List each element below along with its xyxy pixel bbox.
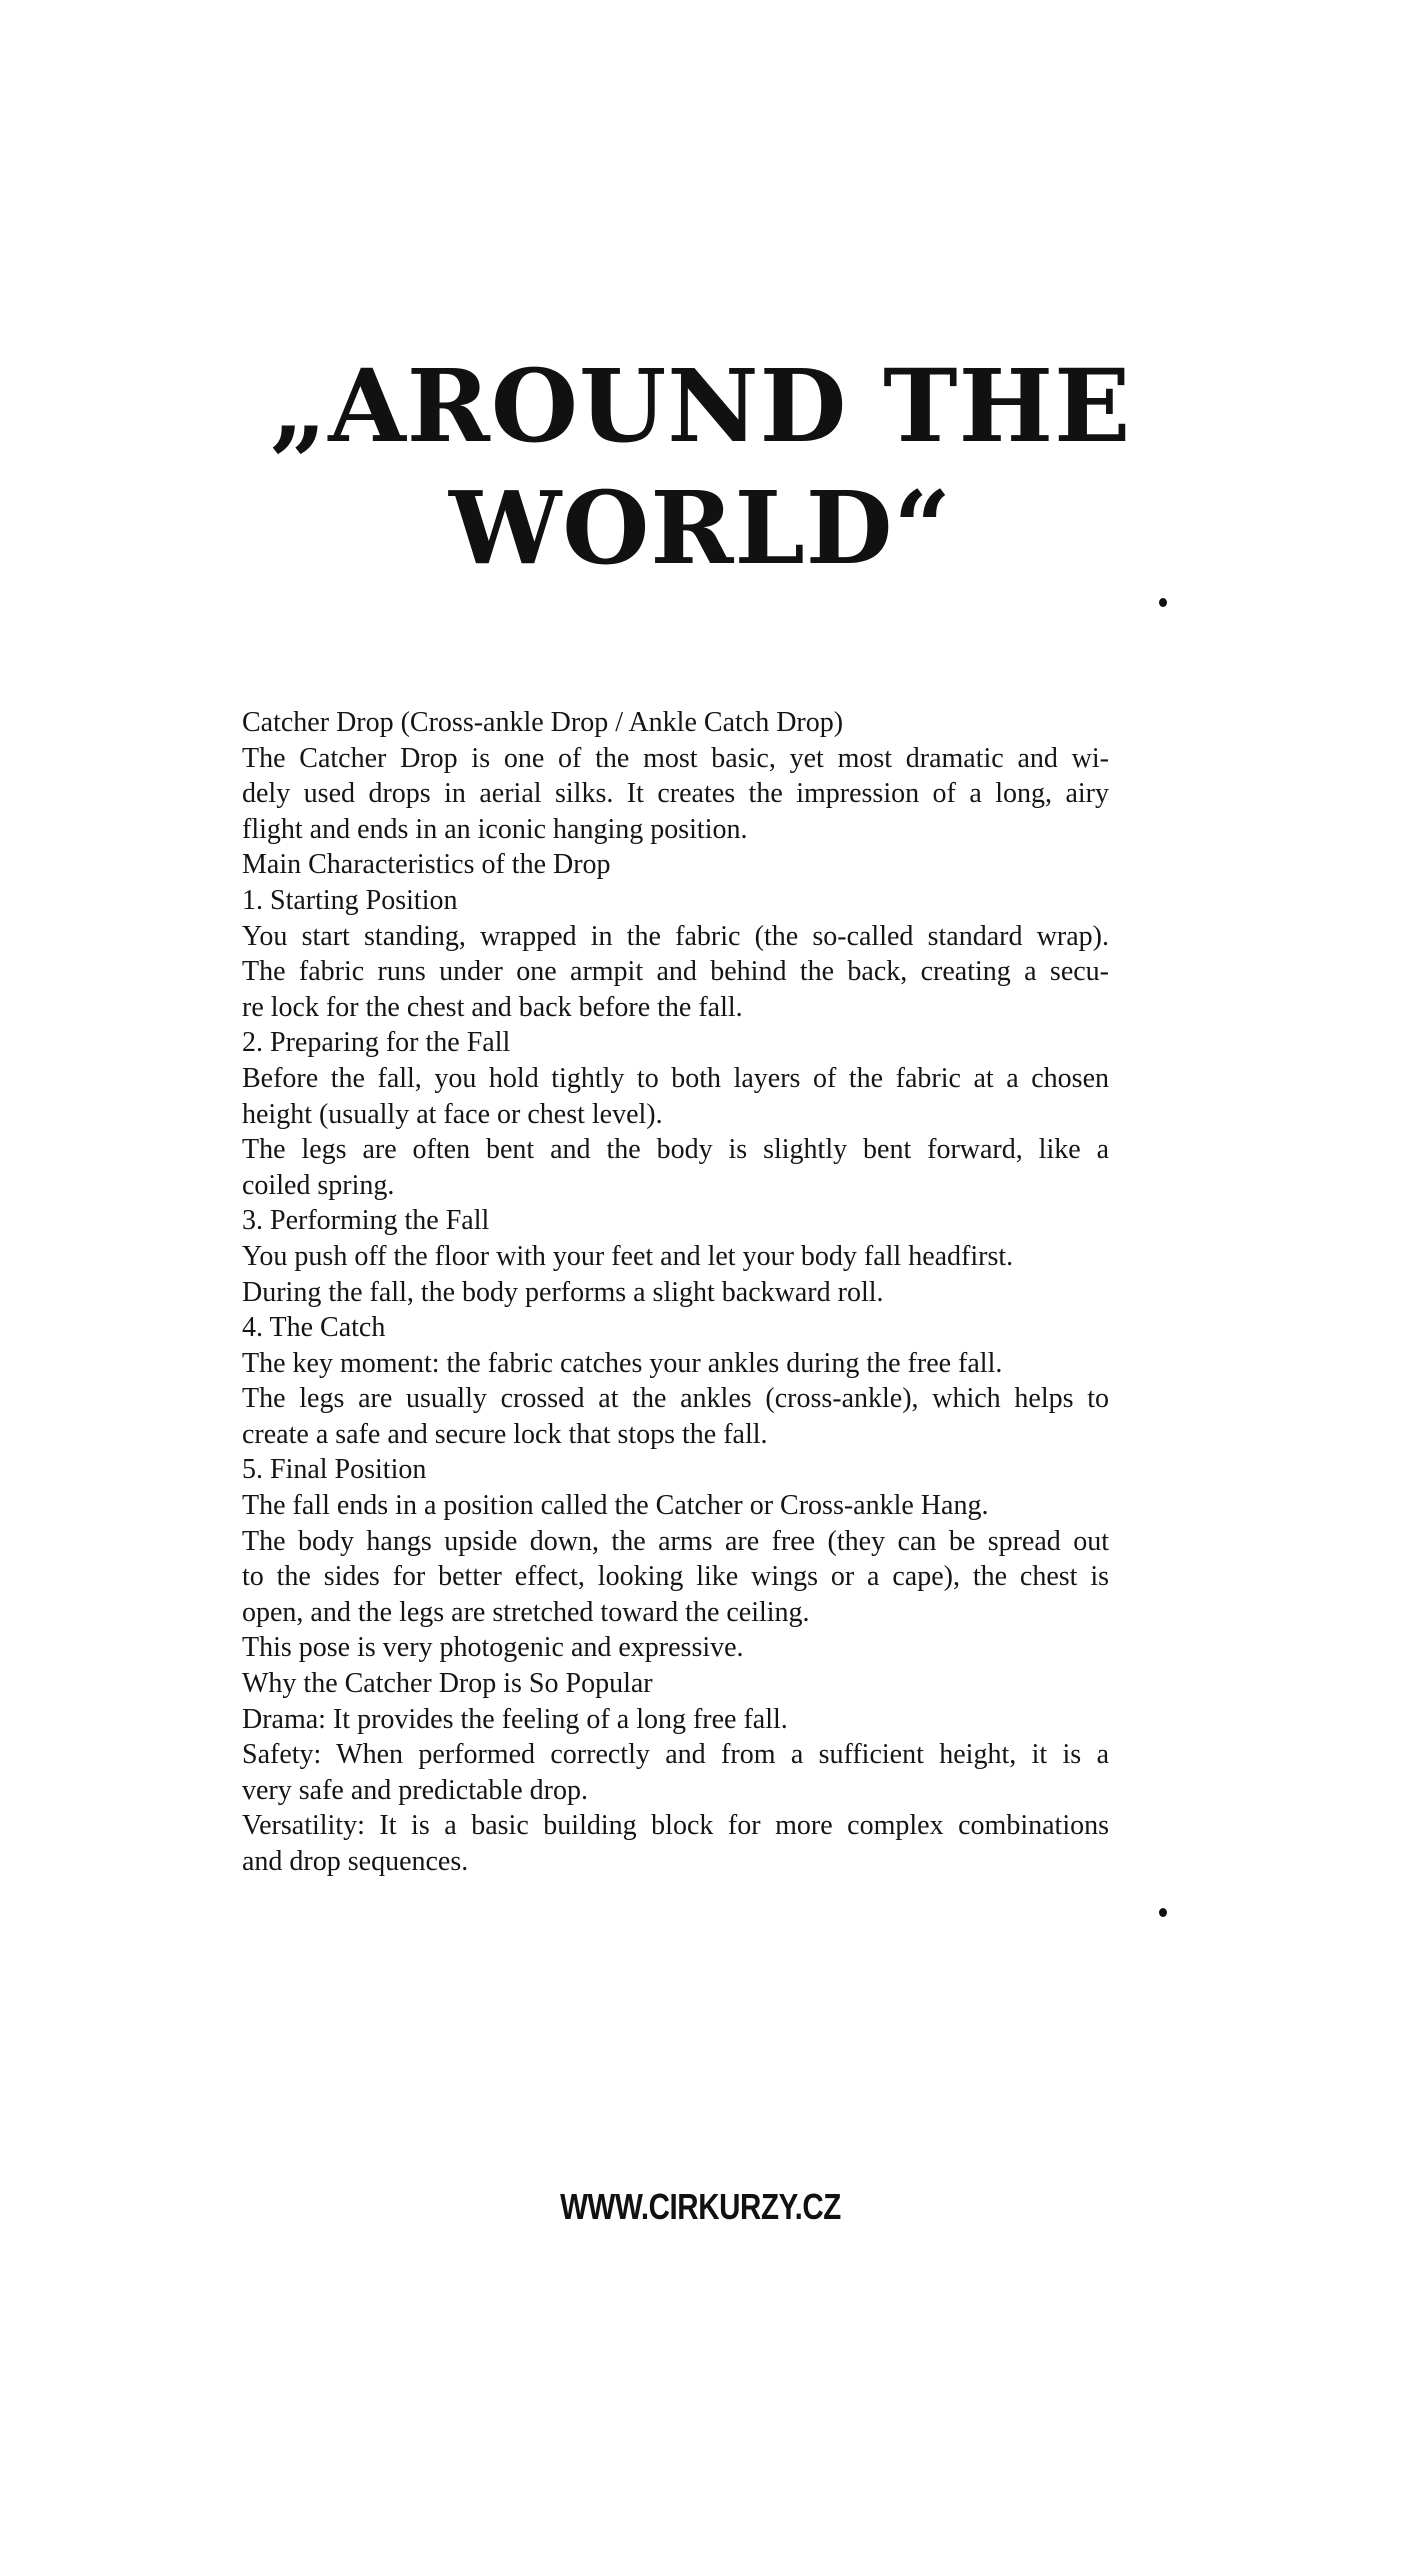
text-line: Drama: It provides the feeling of a long free fall. xyxy=(242,1703,788,1735)
page-title xyxy=(0,345,1401,589)
text-line: create a safe and secure lock that stops the fall. xyxy=(242,1418,768,1450)
text-line: You push off the floor with your feet and let your body fall headfirst. xyxy=(242,1240,1014,1272)
text-line: During the fall, the body performs a slight backward roll. xyxy=(242,1276,884,1308)
text-line: The legs are often bent and the body is slightly bent forward, like a xyxy=(242,1134,1109,1166)
text-line: re lock for the chest and back before the fall. xyxy=(242,991,743,1023)
text-line: This pose is very photogenic and expressive. xyxy=(242,1632,744,1664)
text-line: 1. Starting Position xyxy=(242,884,458,916)
text-line: open, and the legs are stretched toward the ceiling. xyxy=(242,1596,810,1628)
text-line: height (usually at face or chest level). xyxy=(242,1098,663,1130)
text-line: Why the Catcher Drop is So Popular xyxy=(242,1668,653,1700)
text-line: Safety: When performed correctly and from a sufficient height, it is a xyxy=(242,1739,1109,1771)
text-line: 5. Final Position xyxy=(242,1454,427,1486)
decorative-dot xyxy=(1159,1908,1167,1917)
decorative-dot xyxy=(1159,598,1167,607)
text-line: Versatility: It is a basic building block for more complex combinations xyxy=(242,1810,1109,1842)
text-line: The legs are usually crossed at the ankles (cross-ankle), which helps to xyxy=(242,1383,1109,1415)
text-line: Before the fall, you hold tightly to both layers of the fabric at a chosen xyxy=(242,1062,1109,1094)
body-text xyxy=(242,705,1109,1880)
text-line: 3. Performing the Fall xyxy=(242,1205,490,1237)
text-line: dely used drops in aerial silks. It creates the impression of a long, airy xyxy=(242,778,1109,810)
text-line: and drop sequences. xyxy=(242,1846,469,1877)
text-line: Main Characteristics of the Drop xyxy=(242,849,611,881)
text-line: to the sides for better effect, looking like wings or a cape), the chest is xyxy=(242,1561,1109,1593)
text-line: 2. Preparing for the Fall xyxy=(242,1027,511,1059)
text-line: The key moment: the fabric catches your ankles during the free fall. xyxy=(242,1347,1003,1379)
text-line: The Catcher Drop is one of the most basic, yet most dramatic and wi- xyxy=(242,742,1109,774)
footer-website-url: WWW.CIRKURZY.CZ xyxy=(560,2186,841,2227)
text-line: very safe and predictable drop. xyxy=(242,1774,588,1806)
text-line: Catcher Drop (Cross-ankle Drop / Ankle Catch Drop) xyxy=(242,707,844,738)
text-line: The fabric runs under one armpit and behind the back, creating a secu- xyxy=(242,956,1109,988)
text-line: The body hangs upside down, the arms are free (they can be spread out xyxy=(242,1525,1109,1557)
text-line: You start standing, wrapped in the fabric (the so-called standard wrap). xyxy=(242,920,1109,952)
text-line: flight and ends in an iconic hanging position. xyxy=(242,813,748,845)
page-title-line-2: WORLD“ xyxy=(448,469,953,587)
text-line: 4. The Catch xyxy=(242,1312,386,1344)
text-line: coiled spring. xyxy=(242,1169,395,1201)
text-line: The fall ends in a position called the Catcher or Cross-ankle Hang. xyxy=(242,1490,989,1522)
page-title-line-1: „AROUND THE xyxy=(269,347,1132,465)
